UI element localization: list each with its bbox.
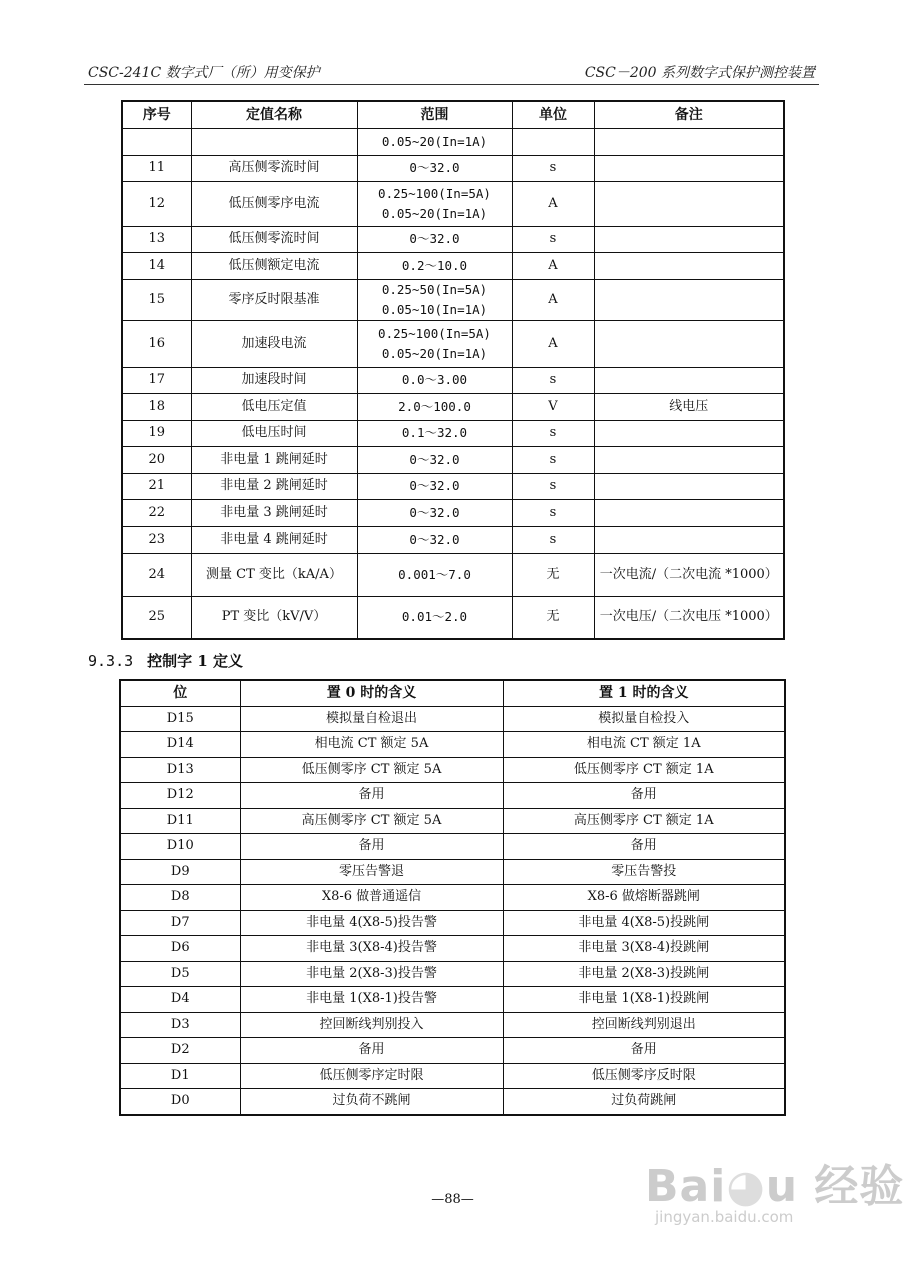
- range-line: 0.05~20(In=1A): [381, 345, 488, 361]
- meaning-when-1: 低压侧零序反时限: [503, 1063, 785, 1089]
- table-row: [122, 226, 784, 252]
- header-right: CSC－200 系列数字式保护测控装置: [584, 65, 815, 81]
- bit: D10: [120, 834, 240, 860]
- table-row: [120, 859, 785, 885]
- remark: [594, 446, 784, 473]
- bit: D6: [120, 936, 240, 962]
- unit: s: [512, 526, 594, 553]
- bit: D4: [120, 987, 240, 1013]
- unit: V: [512, 393, 594, 420]
- setting-name: 非电量 4 跳闸延时: [191, 526, 357, 553]
- range-line: 0.2～10.0: [401, 257, 468, 273]
- remark: [594, 499, 784, 526]
- remark: [594, 320, 784, 367]
- table-row: [120, 808, 785, 834]
- meaning-when-0: 相电流 CT 额定 5A: [240, 732, 503, 758]
- section-number: 9.3.3: [88, 652, 134, 670]
- meaning-when-0: 模拟量自检退出: [240, 706, 503, 732]
- unit: 无: [512, 553, 594, 596]
- bit: D9: [120, 859, 240, 885]
- row-number: 16: [122, 320, 191, 367]
- range-line: 2.0～100.0: [398, 398, 471, 414]
- setting-name: 加速段时间: [191, 367, 357, 393]
- row-number: 19: [122, 420, 191, 446]
- table-row: [120, 1038, 785, 1064]
- row-number: [122, 128, 191, 155]
- meaning-when-0: 高压侧零序 CT 额定 5A: [240, 808, 503, 834]
- table-row: [120, 936, 785, 962]
- table-row: [120, 706, 785, 732]
- range-line: 0.25~50(In=5A): [381, 281, 488, 297]
- range: [357, 226, 512, 252]
- range-line: 0～32.0: [409, 531, 460, 547]
- column-header: 置 0 时的含义: [240, 680, 503, 706]
- range-line: 0.01～2.0: [401, 609, 468, 625]
- setting-name: 零序反时限基准: [191, 279, 357, 320]
- meaning-when-1: 备用: [503, 1038, 785, 1064]
- unit: A: [512, 320, 594, 367]
- bit: D0: [120, 1089, 240, 1115]
- column-header: 范围: [357, 101, 512, 128]
- unit: [512, 128, 594, 155]
- meaning-when-0: 过负荷不跳闸: [240, 1089, 503, 1115]
- meaning-when-0: 非电量 2(X8-3)投告警: [240, 961, 503, 987]
- setting-name: 低压侧额定电流: [191, 252, 357, 279]
- table-row: [122, 320, 784, 367]
- column-header: 序号: [122, 101, 191, 128]
- setting-name: 加速段电流: [191, 320, 357, 367]
- remark: [594, 155, 784, 181]
- row-number: 15: [122, 279, 191, 320]
- unit: 无: [512, 596, 594, 639]
- setting-name: 高压侧零流时间: [191, 155, 357, 181]
- range-line: 0.05~10(In=1A): [381, 301, 488, 317]
- remark: 一次电压/（二次电压 *1000）: [594, 596, 784, 639]
- table-row: [122, 181, 784, 226]
- meaning-when-0: X8-6 做普通遥信: [240, 885, 503, 911]
- row-number: 25: [122, 596, 191, 639]
- row-number: 23: [122, 526, 191, 553]
- range: [357, 155, 512, 181]
- row-number: 12: [122, 181, 191, 226]
- meaning-when-0: 零压告警退: [240, 859, 503, 885]
- row-number: 17: [122, 367, 191, 393]
- remark: [594, 279, 784, 320]
- setting-name: 低压侧零流时间: [191, 226, 357, 252]
- column-header: 定值名称: [191, 101, 357, 128]
- meaning-when-1: X8-6 做熔断器跳闸: [503, 885, 785, 911]
- table-row: [120, 834, 785, 860]
- remark: [594, 420, 784, 446]
- unit: s: [512, 446, 594, 473]
- settings-table: [121, 100, 785, 640]
- table-row: [120, 757, 785, 783]
- meaning-when-1: 非电量 3(X8-4)投跳闸: [503, 936, 785, 962]
- row-number: 22: [122, 499, 191, 526]
- meaning-when-0: 低压侧零序定时限: [240, 1063, 503, 1089]
- table-row: [120, 885, 785, 911]
- table-row: [120, 783, 785, 809]
- remark: 线电压: [594, 393, 784, 420]
- table-row: [122, 473, 784, 499]
- range-line: 0.1～32.0: [401, 425, 468, 440]
- table-row: [120, 961, 785, 987]
- range: [357, 367, 512, 393]
- column-header: 备注: [594, 101, 784, 128]
- section-title: 控制字 1 定义: [147, 652, 244, 670]
- unit: s: [512, 367, 594, 393]
- bit: D12: [120, 783, 240, 809]
- unit: s: [512, 420, 594, 446]
- unit: s: [512, 155, 594, 181]
- table-row: [122, 367, 784, 393]
- table-row: [122, 596, 784, 639]
- unit: A: [512, 279, 594, 320]
- meaning-when-1: 非电量 1(X8-1)投跳闸: [503, 987, 785, 1013]
- range: [357, 393, 512, 420]
- range: [357, 446, 512, 473]
- row-number: 21: [122, 473, 191, 499]
- remark: [594, 526, 784, 553]
- table-row: [120, 732, 785, 758]
- range-line: 0.05~20(In=1A): [381, 205, 488, 221]
- range-line: 0.25~100(In=5A): [378, 325, 491, 341]
- range: [357, 473, 512, 499]
- range: [357, 420, 512, 446]
- bit: D14: [120, 732, 240, 758]
- unit: s: [512, 499, 594, 526]
- table-row: [120, 987, 785, 1013]
- row-number: 24: [122, 553, 191, 596]
- meaning-when-1: 高压侧零序 CT 额定 1A: [503, 808, 785, 834]
- page-number: —88—: [431, 1192, 474, 1207]
- meaning-when-1: 非电量 2(X8-3)投跳闸: [503, 961, 785, 987]
- meaning-when-1: 备用: [503, 834, 785, 860]
- setting-name: 低电压定值: [191, 393, 357, 420]
- range: [357, 596, 512, 639]
- remark: [594, 473, 784, 499]
- meaning-when-1: 低压侧零序 CT 额定 1A: [503, 757, 785, 783]
- range: [357, 553, 512, 596]
- meaning-when-1: 备用: [503, 783, 785, 809]
- bit: D7: [120, 910, 240, 936]
- row-number: 18: [122, 393, 191, 420]
- meaning-when-1: 控回断线判别退出: [503, 1012, 785, 1038]
- section-heading: [88, 650, 243, 671]
- table-row: [122, 393, 784, 420]
- range-line: 0～32.0: [409, 504, 460, 520]
- bit: D5: [120, 961, 240, 987]
- table-row: [120, 1012, 785, 1038]
- setting-name: PT 变比（kV/V）: [191, 596, 357, 639]
- row-number: 11: [122, 155, 191, 181]
- bit: D15: [120, 706, 240, 732]
- row-number: 14: [122, 252, 191, 279]
- range-line: 0.05~20(In=1A): [381, 133, 488, 149]
- range-line: 0～32.0: [409, 451, 460, 467]
- bit: D13: [120, 757, 240, 783]
- remark: [594, 128, 784, 155]
- header-left: CSC-241C 数字式厂（所）用变保护: [88, 65, 320, 81]
- meaning-when-0: 备用: [240, 1038, 503, 1064]
- column-header: 置 1 时的含义: [503, 680, 785, 706]
- meaning-when-0: 低压侧零序 CT 额定 5A: [240, 757, 503, 783]
- table-row: [122, 553, 784, 596]
- setting-name: 测量 CT 变比（kA/A）: [191, 553, 357, 596]
- unit: A: [512, 181, 594, 226]
- unit: A: [512, 252, 594, 279]
- table-row: [122, 128, 784, 155]
- table-row: [122, 420, 784, 446]
- baidu-watermark-logo: Bai◕u 经验 jingyan.baidu.com: [645, 1161, 905, 1226]
- meaning-when-1: 模拟量自检投入: [503, 706, 785, 732]
- bit: D3: [120, 1012, 240, 1038]
- meaning-when-0: 非电量 4(X8-5)投告警: [240, 910, 503, 936]
- table-row: [120, 910, 785, 936]
- meaning-when-0: 控回断线判别投入: [240, 1012, 503, 1038]
- column-header: 位: [120, 680, 240, 706]
- column-header: 单位: [512, 101, 594, 128]
- table-row: [122, 279, 784, 320]
- table-row: [122, 446, 784, 473]
- range-line: 0.25~100(In=5A): [378, 185, 491, 201]
- range: [357, 526, 512, 553]
- range-line: 0～32.0: [409, 231, 460, 246]
- meaning-when-0: 非电量 3(X8-4)投告警: [240, 936, 503, 962]
- remark: [594, 252, 784, 279]
- setting-name: 非电量 1 跳闸延时: [191, 446, 357, 473]
- table-row: [122, 155, 784, 181]
- remark: [594, 181, 784, 226]
- setting-name: 非电量 3 跳闸延时: [191, 499, 357, 526]
- meaning-when-1: 零压告警投: [503, 859, 785, 885]
- table-row: [120, 1089, 785, 1115]
- setting-name: 非电量 2 跳闸延时: [191, 473, 357, 499]
- range-line: 0.0～3.00: [401, 372, 468, 387]
- meaning-when-1: 过负荷跳闸: [503, 1089, 785, 1115]
- row-number: 20: [122, 446, 191, 473]
- header-rule: [84, 84, 819, 85]
- bit: D8: [120, 885, 240, 911]
- bit: D2: [120, 1038, 240, 1064]
- setting-name: [191, 128, 357, 155]
- range-line: 0～32.0: [409, 478, 460, 493]
- range: [357, 499, 512, 526]
- table-row: [122, 526, 784, 553]
- range: [357, 279, 512, 320]
- meaning-when-1: 非电量 4(X8-5)投跳闸: [503, 910, 785, 936]
- row-number: 13: [122, 226, 191, 252]
- range: [357, 181, 512, 226]
- setting-name: 低电压时间: [191, 420, 357, 446]
- meaning-when-0: 备用: [240, 783, 503, 809]
- range: [357, 252, 512, 279]
- table-row: [120, 1063, 785, 1089]
- remark: [594, 226, 784, 252]
- control-word-table: [119, 679, 786, 1116]
- table-row: [122, 499, 784, 526]
- range: [357, 320, 512, 367]
- table-row: [122, 252, 784, 279]
- remark: 一次电流/（二次电流 *1000）: [594, 553, 784, 596]
- unit: s: [512, 226, 594, 252]
- meaning-when-1: 相电流 CT 额定 1A: [503, 732, 785, 758]
- meaning-when-0: 备用: [240, 834, 503, 860]
- meaning-when-0: 非电量 1(X8-1)投告警: [240, 987, 503, 1013]
- remark: [594, 367, 784, 393]
- setting-name: 低压侧零序电流: [191, 181, 357, 226]
- range: [357, 128, 512, 155]
- range-line: 0.001～7.0: [398, 566, 471, 582]
- bit: D1: [120, 1063, 240, 1089]
- range-line: 0～32.0: [409, 160, 460, 175]
- bit: D11: [120, 808, 240, 834]
- unit: s: [512, 473, 594, 499]
